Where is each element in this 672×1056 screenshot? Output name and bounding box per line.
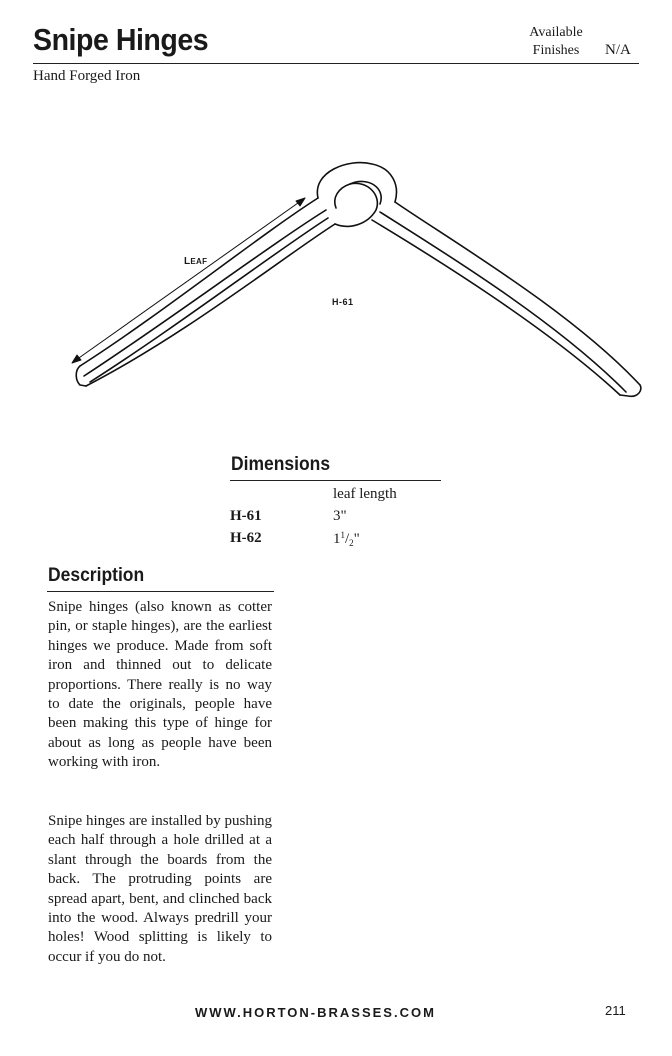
dimension-row-code: H-61 xyxy=(230,508,262,524)
leaf-label-rest: EAF xyxy=(190,257,208,266)
description-paragraph: Snipe hinges are installed by pushing each half through a hole drilled at a slant through the boards from the back. The protruding points are spread apart, bent, and clinched back into the wood. Always predrill your holes! Wood splitting is likely to occur if you do not. xyxy=(48,813,272,965)
dimension-row-value: $1^1/_2$" xyxy=(333,530,360,548)
page-number: 211 xyxy=(605,1003,626,1018)
dimension-row-value: 3" xyxy=(333,508,347,524)
leaf-label-initial: L xyxy=(184,256,191,267)
snipe-hinge-illustration xyxy=(50,140,650,410)
fraction-unit: " xyxy=(353,531,360,547)
website-url: WWW.HORTON-BRASSES.COM xyxy=(195,1005,436,1020)
dimensions-heading: Dimensions xyxy=(231,454,331,475)
page-title: Snipe Hinges xyxy=(33,22,209,57)
fraction-denominator: 2 xyxy=(349,538,354,548)
description-paragraph: Snipe hinges (also known as cotter pin, or staple hinges), are the earliest hinges we produce. Made from soft iron and thinned out to delicate proportions. There really is no way to date the originals, people have been making this type of hinge for about as long as people have been working with iron. xyxy=(48,599,272,771)
available-finishes-label xyxy=(520,24,592,60)
description-rule xyxy=(47,591,274,592)
finishes-label-line1: Available xyxy=(529,25,583,40)
leaf-callout-label xyxy=(184,256,207,267)
fraction-numerator: 1 xyxy=(340,530,345,540)
dimensions-rule xyxy=(230,480,441,481)
finishes-label-line2: Finishes xyxy=(532,43,580,58)
header-rule xyxy=(33,63,639,64)
description-heading: Description xyxy=(48,565,145,586)
leaf-length-column-header: leaf length xyxy=(333,486,397,502)
page-subtitle: Hand Forged Iron xyxy=(33,68,141,84)
dimension-row-code: H-62 xyxy=(230,530,262,546)
fraction-whole: 1 xyxy=(333,531,341,547)
finishes-value: N/A xyxy=(605,42,631,58)
part-number-label: H-61 xyxy=(332,297,354,307)
